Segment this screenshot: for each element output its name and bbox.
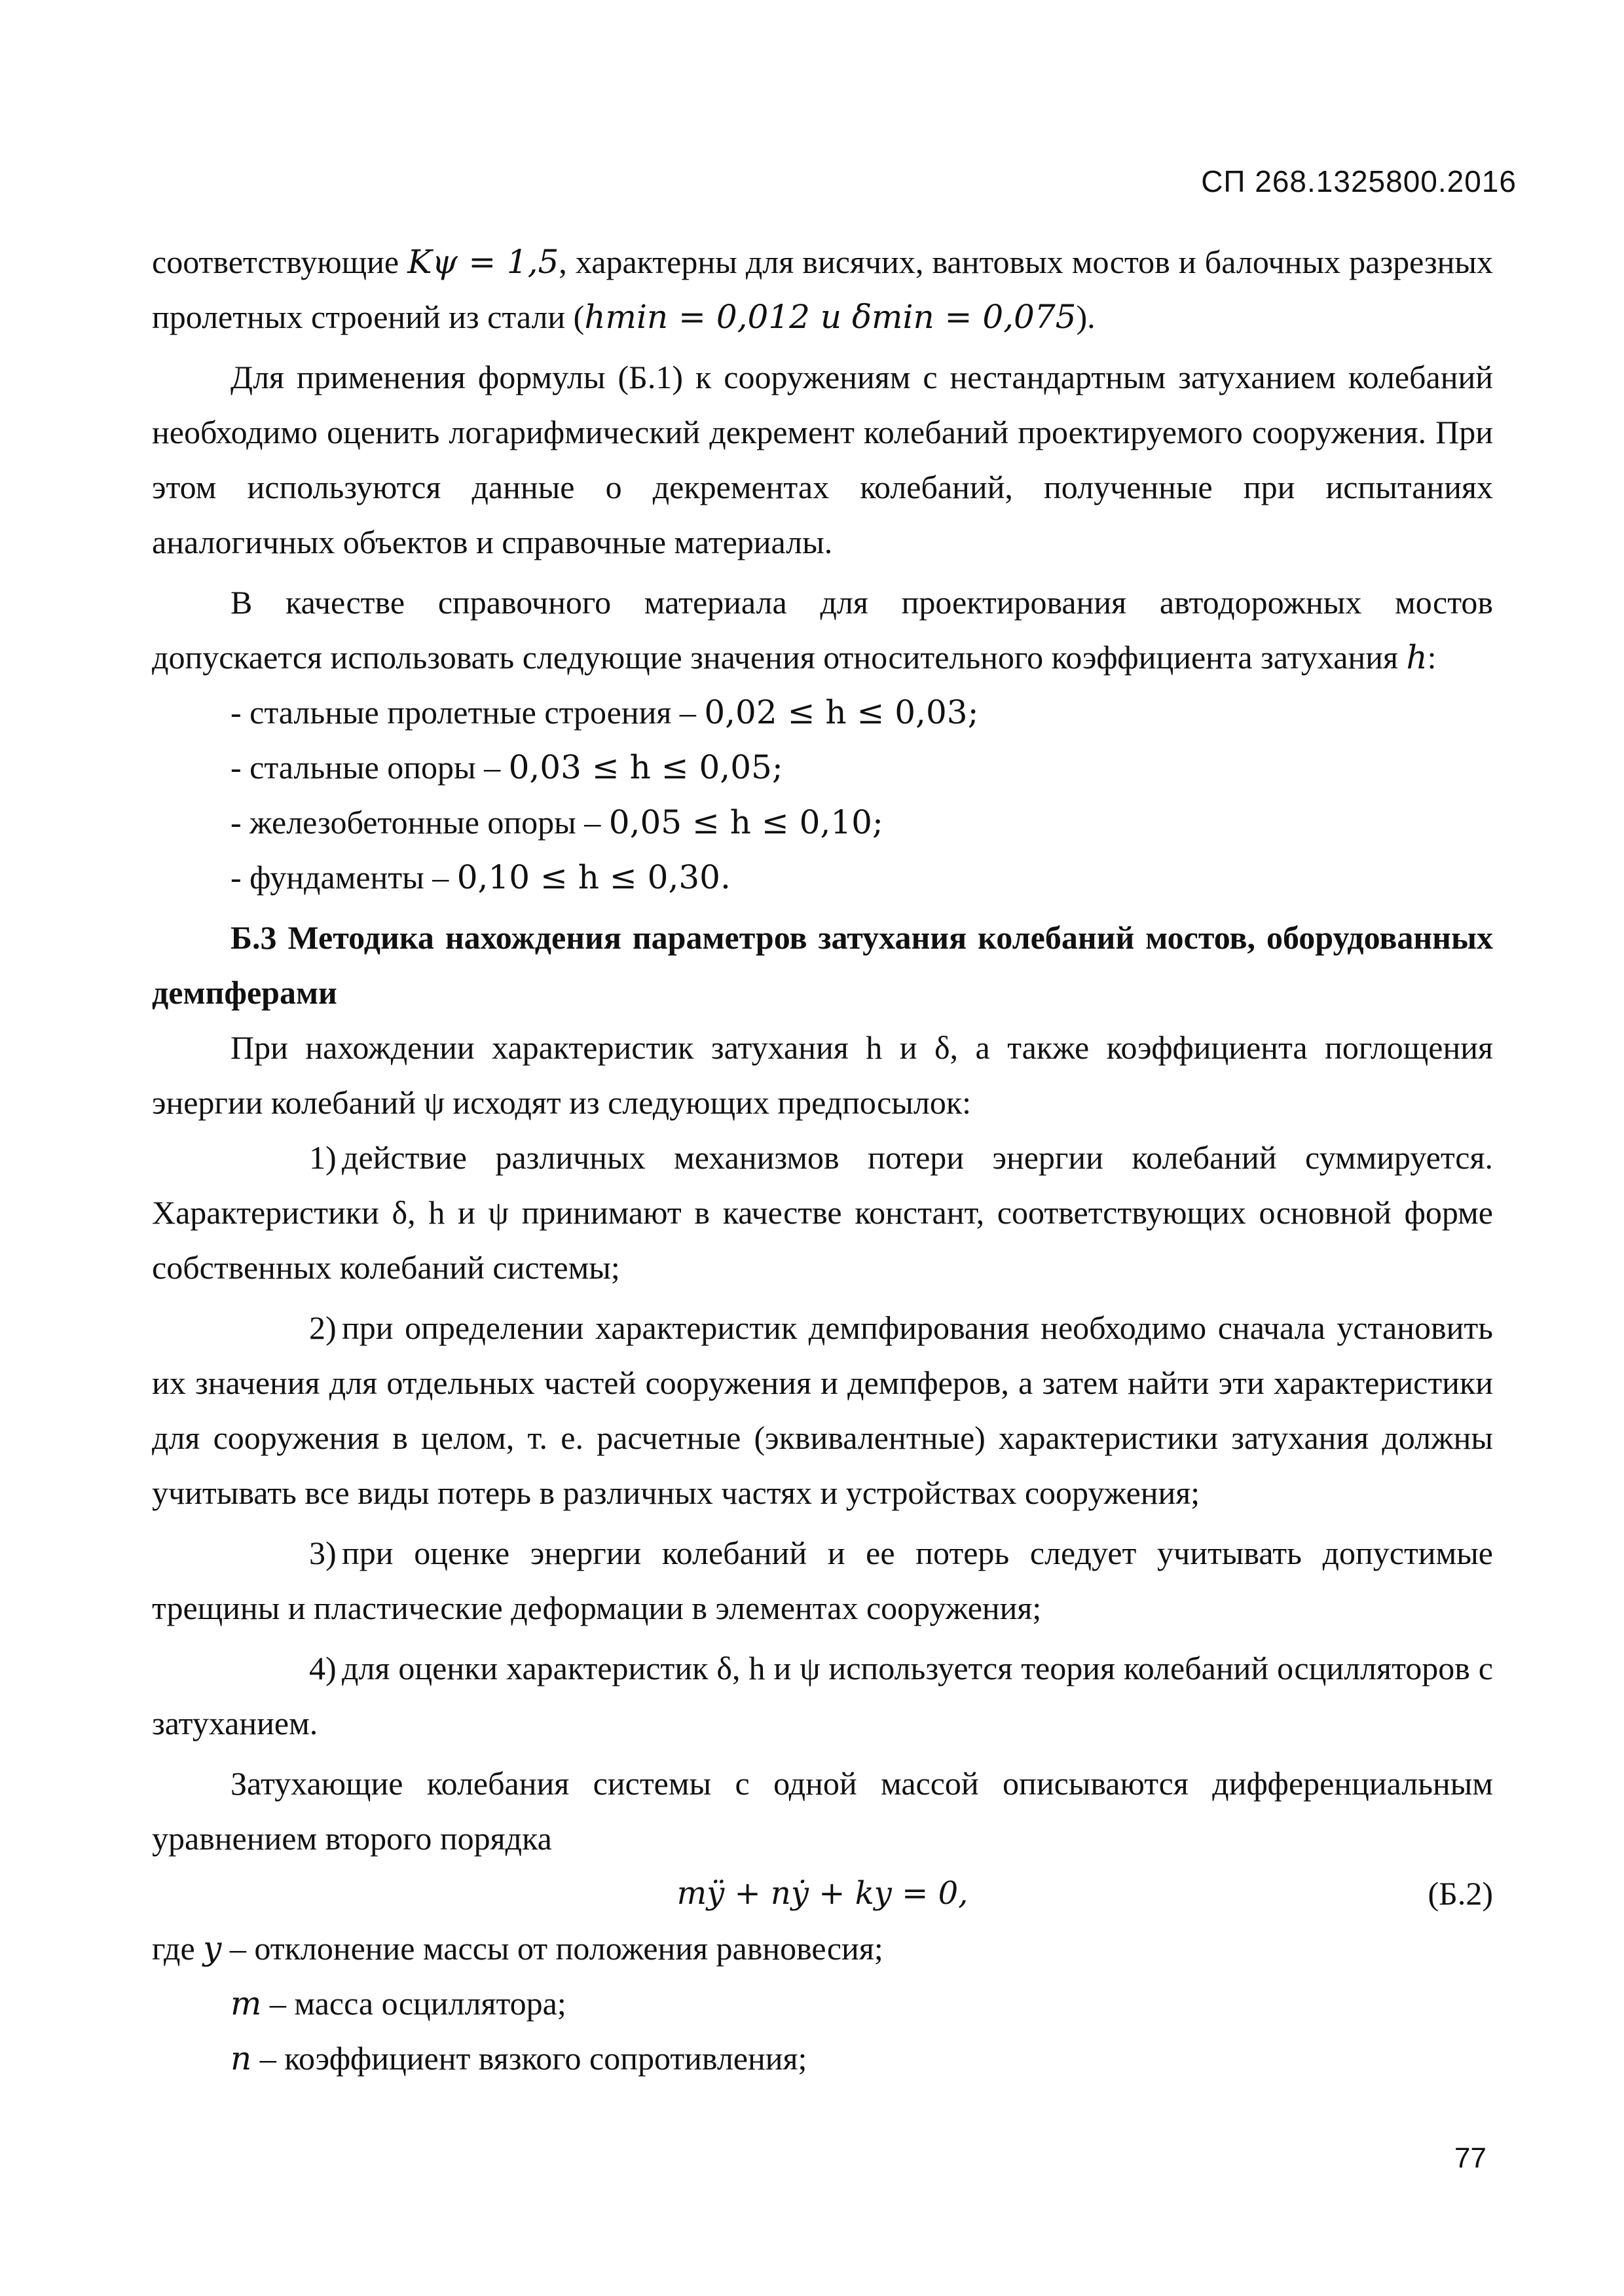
premise-2: [152, 1300, 1493, 1520]
list-item-range: 0,02 ≤ h ≤ 0,03;: [704, 693, 979, 731]
premise-4: [152, 1641, 1493, 1751]
premise-number: 1): [309, 1139, 337, 1176]
list-item-range: 0,05 ≤ h ≤ 0,10;: [608, 803, 883, 841]
list-item-label: - железобетонные опоры –: [231, 804, 609, 841]
symbol-n: n: [231, 2039, 252, 2077]
equation-number: (Б.2): [1428, 1875, 1493, 1912]
document-body: [152, 234, 1493, 2086]
where-item: [152, 1976, 1493, 2031]
premise-text: при определении характеристик демпфирования необходимо сначала установить их значения для отдельных частей сооружения и демпферов, а затем найти эти характеристики для сооружения в целом, т. е. расчетные (эквивалентные) характеристики затухания должны учитывать все виды потерь в различных частях и устройствах сооружения;: [152, 1309, 1493, 1511]
text: соответствующие: [152, 244, 408, 280]
where-text: – коэффициент вязкого сопротивления;: [251, 2040, 807, 2077]
paragraph-equation-intro: Затухающие колебания системы с одной массой описываются дифференциальным уравнением второго порядка: [152, 1765, 1493, 1857]
symbol-y: y: [203, 1929, 222, 1967]
document-code: СП 268.1325800.2016: [1201, 164, 1517, 198]
text: В качестве справочного материала для проектирования автодорожных мостов допускается использовать следующие значения относительного коэффициента затухания: [152, 584, 1493, 676]
text: ).: [1076, 299, 1096, 335]
formula-k-psi: Kψ = 1,5: [407, 243, 559, 281]
page-number: 77: [1454, 2142, 1486, 2174]
where-item: [152, 1921, 1493, 1976]
list-item-range: 0,10 ≤ h ≤ 0,30.: [456, 858, 731, 896]
list-item: [231, 850, 1493, 905]
paragraph-3: [152, 575, 1493, 685]
list-item: [231, 685, 1493, 740]
list-item: [231, 740, 1493, 795]
list-item-label: - стальные пролетные строения –: [231, 694, 705, 731]
premise-1: [152, 1130, 1493, 1295]
text: :: [1427, 639, 1437, 676]
premise-text: действие различных механизмов потери энергии колебаний суммируется. Характеристики δ, h и ψ принимают в качестве констант, соответствующих основной форме собственных колебаний системы;: [152, 1139, 1493, 1286]
where-item: [152, 2031, 1493, 2086]
paragraph-1: [152, 234, 1493, 344]
premise-text: для оценки характеристик δ, h и ψ используется теория колебаний осцилляторов с затуханием.: [152, 1650, 1493, 1741]
list-item-range: 0,03 ≤ h ≤ 0,05;: [508, 748, 783, 786]
premise-number: 4): [309, 1650, 337, 1686]
where-text: – отклонение массы от положения равновесия;: [221, 1930, 883, 1967]
premise-text: при оценке энергии колебаний и ее потерь следует учитывать допустимые трещины и пластические деформации в элементах сооружения;: [152, 1535, 1493, 1626]
paragraph-2: Для применения формулы (Б.1) к сооружениям с нестандартным затуханием колебаний необходимо оценить логарифмический декремент колебаний проектируемого сооружения. При этом используются данные о декрементах колебаний, полученные при испытаниях аналогичных объектов и справочные материалы.: [152, 359, 1493, 560]
premise-number: 2): [309, 1309, 337, 1346]
equation-b2: [152, 1866, 1493, 1921]
list-item: [231, 795, 1493, 850]
paragraph-intro: При нахождении характеристик затухания h и δ, а также коэффициента поглощения энергии колебаний ψ исходят из следующих предпосылок:: [152, 1029, 1493, 1121]
damping-list: [152, 685, 1493, 905]
premise-3: [152, 1525, 1493, 1635]
where-text: – масса осциллятора;: [261, 1985, 566, 2022]
equation-formula: mÿ + nẏ + ky = 0,: [676, 1875, 969, 1912]
list-item-label: - стальные опоры –: [231, 749, 509, 786]
section-heading: Б.3 Методика нахождения параметров затухания колебаний мостов, оборудованных демпферами: [152, 919, 1493, 1011]
list-item-label: - фундаменты –: [231, 859, 457, 896]
text: где: [152, 1930, 204, 1967]
symbol-m: m: [231, 1984, 262, 2022]
premise-number: 3): [309, 1535, 337, 1571]
formula-min-values: hmin = 0,012 и δmin = 0,075: [584, 298, 1077, 336]
symbol-h: h: [1406, 638, 1428, 676]
text: , характерны для висячих, вантовых мостов и балочных разрезных пролетных строений из стали (: [152, 244, 1494, 335]
